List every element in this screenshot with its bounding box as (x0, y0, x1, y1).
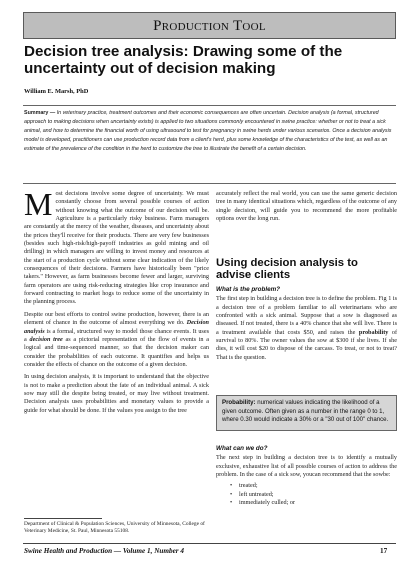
intro-paragraph (24, 186, 209, 307)
text-run: Despite our best efforts to control swine production, however, there is an element of chance in the outcome of almost everything we do. (24, 310, 209, 327)
term-decision-analysis: Decision analysis (24, 319, 209, 335)
section-banner (23, 12, 396, 39)
article-title: Decision tree analysis: Drawing some of the uncertainty out of decision making (24, 43, 343, 77)
term-decision-tree: decision tree (29, 335, 63, 343)
summary-block (24, 109, 396, 154)
summary-divider-bottom (23, 183, 396, 184)
summary-divider-top (23, 105, 396, 106)
term-probability: probability (358, 328, 389, 336)
subheading-options: What can we do? (216, 445, 268, 452)
page-number: 17 (380, 547, 388, 555)
footnote-divider (24, 518, 102, 519)
text-run: as a pictorial representation of the flow of events in a logical and time-sequenced manner, so that the decision maker can consider the probabilities of each outcome. It quantifies and helps us consider the effects of chance on the outcome of a given decision. (24, 335, 210, 368)
right-column-problem (216, 286, 397, 362)
options-list (230, 482, 397, 507)
right-column-top (216, 190, 397, 223)
continued-paragraph: accurately reflect the real world, you can use the same generic decision tree in many identical situations which, regardless of the outcome of any single decision, will guide you to recommend the more profitable options over the long run. (216, 190, 397, 223)
list-item: • left untreated; (230, 491, 397, 499)
subheading-problem: What is the problem? (216, 286, 281, 293)
callout-text: numerical values indicating the likelihood of a given outcome. Often given as a number in the range 0 to 1, where 0.30 would indicate a 30% or a "30 out of 100" chance. (222, 399, 389, 424)
affiliation-footnote: Department of Clinical & Population Sciences, University of Minnesota, College of Veterinary Medicine, St. Paul, Minnesota 55108. (24, 521, 205, 534)
author-name: William E. Marsh, PhD (24, 88, 89, 95)
footer-divider (23, 543, 396, 544)
decision-analysis-paragraph (24, 311, 209, 369)
drop-cap: M (24, 186, 53, 222)
left-column (24, 186, 210, 415)
text-run: The first step in building a decision tree is to define the problem. Fig 1 is a decision tree of a problem familiar to all veterinarians who are confronted with a sick animal. Suppose that a sow is diagnosed as diseased. If not treated, there is a 40% chance that she will live. There is a treatment available that costs $50, and raises the (216, 295, 397, 336)
banner-label: Production Tool (153, 18, 266, 34)
list-item: • treated; (230, 482, 397, 490)
text-run: of survival to 80%. The owner values the sow at $300 if she lives. If she dies, it will cost $20 to dispose of the carcass. To treat, or not to treat? That is the question. (216, 328, 397, 361)
right-column-options (216, 445, 397, 507)
options-paragraph: The next step in building a decision tree is to identify a mutually exclusive, exhaustive list of all possible courses of action to address the problem. In the case of a sick sow, youcan recommend that the sowbe: (216, 454, 397, 479)
problem-paragraph (216, 295, 397, 362)
objective-paragraph: In using decision analysis, it is important to understand that the objective is not to make a prediction about the fate of an individual animal. A sick sow may still die despite being treated, or may live without treatment. Decision analysis uses probabilities and monetary values to provide a guide for what should be done. If the values you assign to the tree (24, 373, 209, 414)
definition-callout (216, 395, 397, 431)
journal-citation: Swine Health and Production — Volume 1, Number 4 (24, 547, 184, 555)
callout-term: Probability: (222, 399, 256, 406)
text-run: is a formal, structured way to model those chance events. It uses a (24, 327, 209, 343)
summary-text: In veterinary practice, treatment outcomes and their economic consequences are often uncertain. Decision analysis (a formal, structured approach to making decisions when uncertainty exists) is applied to two situations commonly encountered in swine practice: whether or not to treat a sick animal, and how to determine the financial worth of using ultrasound to test for pregnancy in swine herds under various scenarios. Once a decision analysis model is developed, practitioners can use production record data from a client's herd, plus some knowledge of the characteristics of the test, as well as an estimate of the prevalence of the condition in the herd to customize the tree to illustrate the benefit of a certain decision. (24, 110, 392, 152)
list-item: • immediately culled; or (230, 499, 397, 507)
summary-label: Summary — (24, 110, 56, 116)
intro-text: ost decisions involve some degree of uncertainty. We must constantly choose from several possible courses of action without knowing what the outcome of our decision will be. Agriculture is a particularly risky business. Farm managers are constantly at the mercy of the weather, diseases, and uncertainty about the prices they'll receive for their products. There are very few businesses (besides such high-risk/high-payoff industries as gold mining and oil drilling) in which managers are willing to invest money and resources at the start of a production cycle without some clear indication of the likely consequences of their decisions. Farmers have historically been "price takers." However, as farm businesses become fewer and larger, surviving farm operators are using risk-reducing strategies like crop insurance and forward contracting to market hogs to reduce some of the uncertainty in the planning process. (24, 190, 209, 306)
section-heading: Using decision analysis to advise clients (216, 257, 358, 281)
